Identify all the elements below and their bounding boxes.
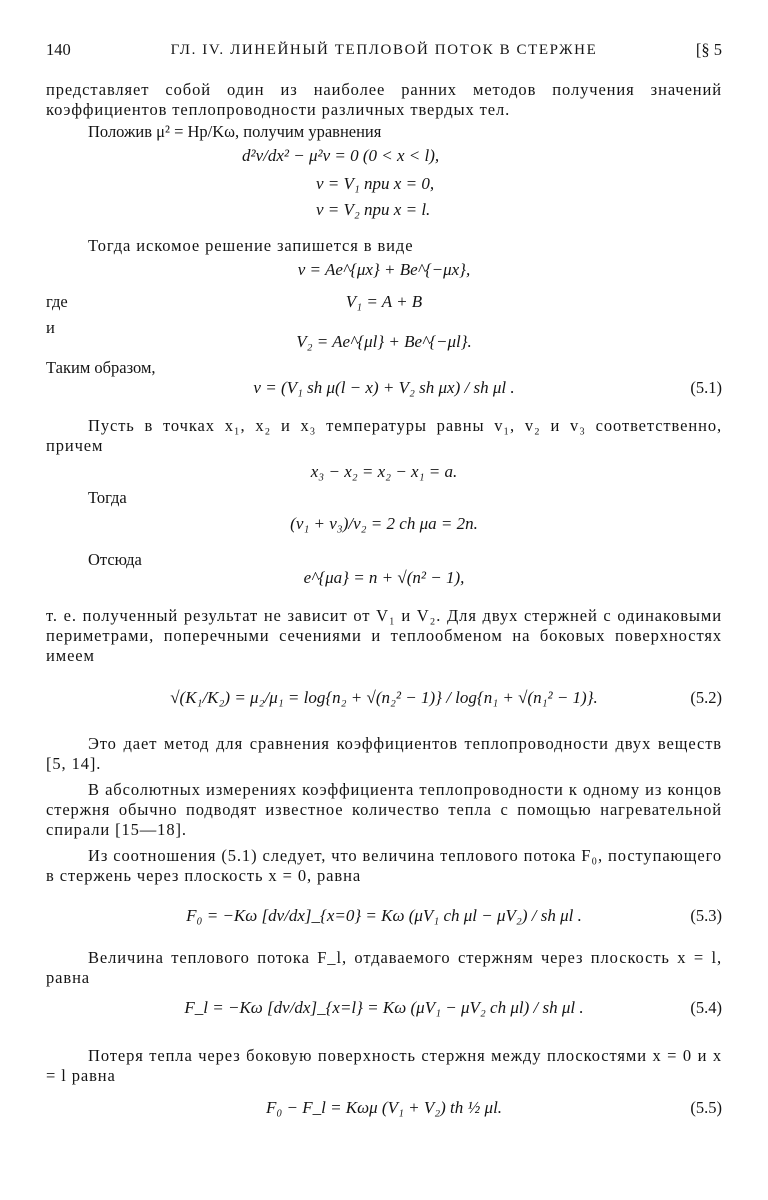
equation-solution: v = Ae^{μx} + Be^{−μx}, — [297, 260, 471, 279]
hence-word: Отсюда — [88, 550, 142, 569]
equation-number-5-1: (5.1) — [690, 378, 722, 397]
equation-ode: d²v/dx² − μ²v = 0 (0 < x < l), — [242, 146, 440, 165]
equation-5-4: F_l = −Kω [dv/dx]_{x=l} = Kω (μV₁ − μV₂ ch μl) / sh μl . — [184, 998, 584, 1017]
equation-diff-row — [46, 456, 722, 486]
paragraph-9: Величина теплового потока F_l, отдаваемого стержням через плоскость x = l, равна — [46, 948, 722, 987]
equation-v2: V₂ = Ae^{μl} + Be^{−μl}. — [296, 332, 472, 351]
and-word: и — [46, 318, 55, 337]
equation-number-5-5: (5.5) — [690, 1098, 722, 1117]
paragraph-7: В абсолютных измерениях коэффициента теплопроводности к одному из концов стержня обычно подводят известное количество тепла с помощью нагревательной спирали [15—18]. — [46, 780, 722, 839]
page-number: 140 — [46, 40, 71, 59]
equation-5-5: F₀ − F_l = Kωμ (V₁ + V₂) th ½ μl. — [265, 1098, 503, 1117]
then-word: Тогда — [88, 488, 127, 507]
equation-v1: V₁ = A + B — [345, 292, 423, 311]
paragraph-1: представляет собой один из наиболее ранних методов получения значений коэффициентов теплопроводности различных твердых тел. — [46, 80, 722, 119]
equation-diff: x₃ − x₂ = x₂ − x₁ = a. — [310, 462, 458, 481]
paragraph-3: Тогда искомое решение запишется в виде — [88, 236, 414, 255]
equation-system — [46, 142, 722, 220]
equation-5-5-row — [46, 1086, 722, 1126]
equation-number-5-4: (5.4) — [690, 998, 722, 1017]
equation-5-1: v = (V₁ sh μ(l − x) + V₂ sh μx) / sh μl . — [253, 378, 515, 397]
equation-number-5-2: (5.2) — [690, 688, 722, 707]
thus-word: Таким образом, — [46, 358, 156, 377]
equation-5-4-row — [46, 988, 722, 1038]
paragraph-6: Это дает метод для сравнения коэффициентов теплопроводности двух веществ [5, 14]. — [46, 734, 722, 773]
running-title: ГЛ. IV. ЛИНЕЙНЫЙ ТЕПЛОВОЙ ПОТОК В СТЕРЖНЕ — [170, 42, 598, 58]
equation-exp: e^{μa} = n + √(n² − 1), — [303, 568, 465, 587]
equation-5-1-row — [46, 356, 722, 404]
equation-number-5-3: (5.3) — [690, 906, 722, 925]
equation-5-3-row — [46, 886, 722, 944]
paragraph-10: Потеря тепла через боковую поверхность стержня между плоскостями x = 0 и x = l равна — [46, 1046, 722, 1085]
where-word: где — [46, 292, 68, 311]
where-row — [46, 280, 722, 314]
running-header — [46, 40, 722, 66]
hence-row — [46, 542, 722, 592]
page — [46, 40, 722, 1180]
paragraph-8: Из соотношения (5.1) следует, что величина теплового потока F₀, поступающего в стержень через плоскость x = 0, равна — [46, 846, 722, 885]
and-row — [46, 314, 722, 356]
equation-ch: (v₁ + v₃)/v₂ = 2 ch μa = 2n. — [290, 514, 478, 533]
equation-5-3: F₀ = −Kω [dv/dx]_{x=0} = Kω (μV₁ ch μl − μV₂) / sh μl . — [186, 906, 582, 925]
paragraph-5: т. е. полученный результат не зависит от V₁ и V₂. Для двух стержней с одинаковыми периметрами, поперечными сечениями и теплообменом на боковых поверхностях имеем — [46, 606, 722, 665]
section-mark: [§ 5 — [695, 40, 722, 59]
equation-bc2: v = V₂ при x = l. — [316, 200, 431, 219]
equation-5-2: √(K₁/K₂) = μ₂/μ₁ = log{n₂ + √(n₂² − 1)} / log{n₁ + √(n₁² − 1)}. — [170, 688, 598, 707]
equation-5-2-row — [46, 666, 722, 728]
paragraph-2: Положив μ² = Hp/Kω, получим уравнения — [88, 122, 382, 141]
equation-bc1: v = V₁ при x = 0, — [316, 174, 435, 193]
then-row — [46, 486, 722, 542]
paragraph-4: Пусть в точках x₁, x₂ и x₃ температуры равны v₁, v₂ и v₃ соответственно, причем — [46, 416, 722, 455]
equation-solution-row — [46, 256, 722, 280]
